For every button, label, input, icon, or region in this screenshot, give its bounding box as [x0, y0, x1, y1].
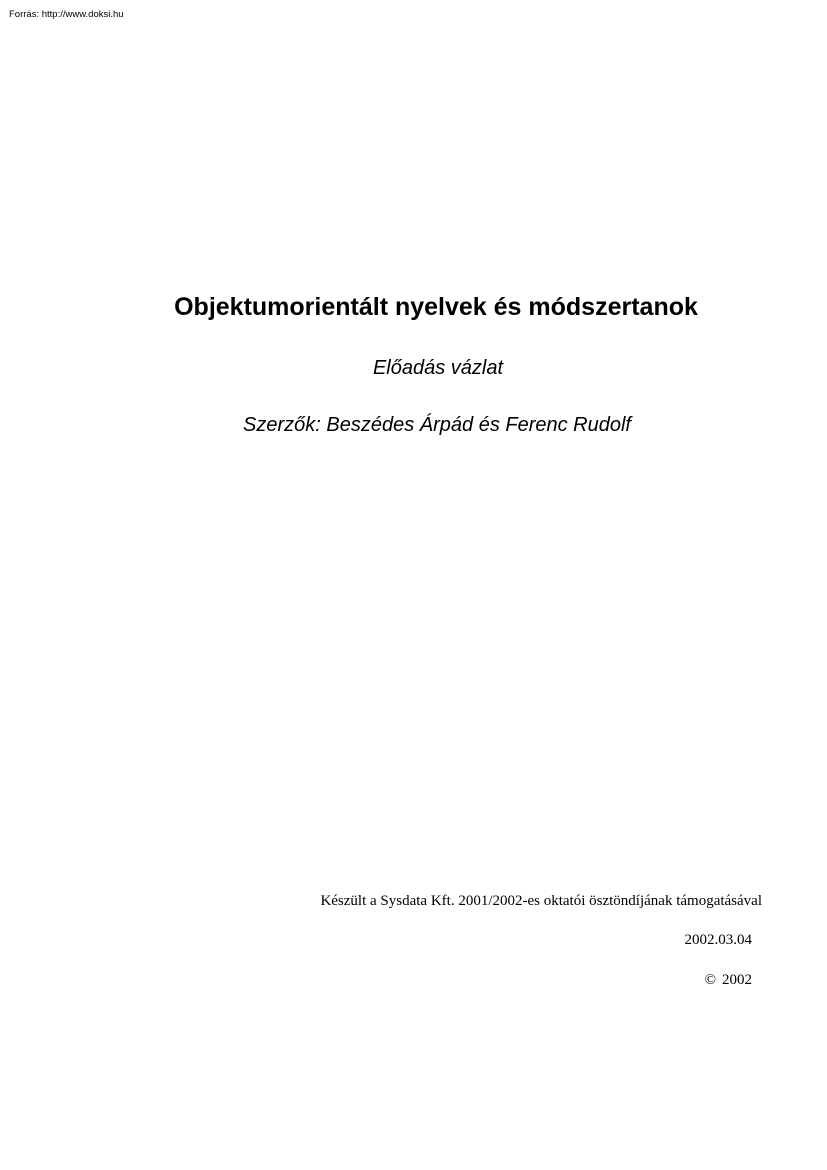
copyright-symbol: ©	[704, 972, 716, 988]
source-note: Forrás: http://www.doksi.hu	[9, 9, 124, 20]
document-subtitle: Előadás vázlat	[372, 357, 504, 379]
document-date: 2002.03.04	[684, 932, 752, 948]
copyright-notice	[705, 970, 752, 990]
support-statement: Készült a Sysdata Kft. 2001/2002-es oktatói ösztöndíjának támogatásával	[320, 893, 762, 909]
copyright-year: 2002	[722, 972, 752, 988]
document-title: Objektumorientált nyelvek és módszertanok	[174, 293, 698, 321]
document-authors: Szerzők: Beszédes Árpád és Ferenc Rudolf	[243, 414, 631, 436]
